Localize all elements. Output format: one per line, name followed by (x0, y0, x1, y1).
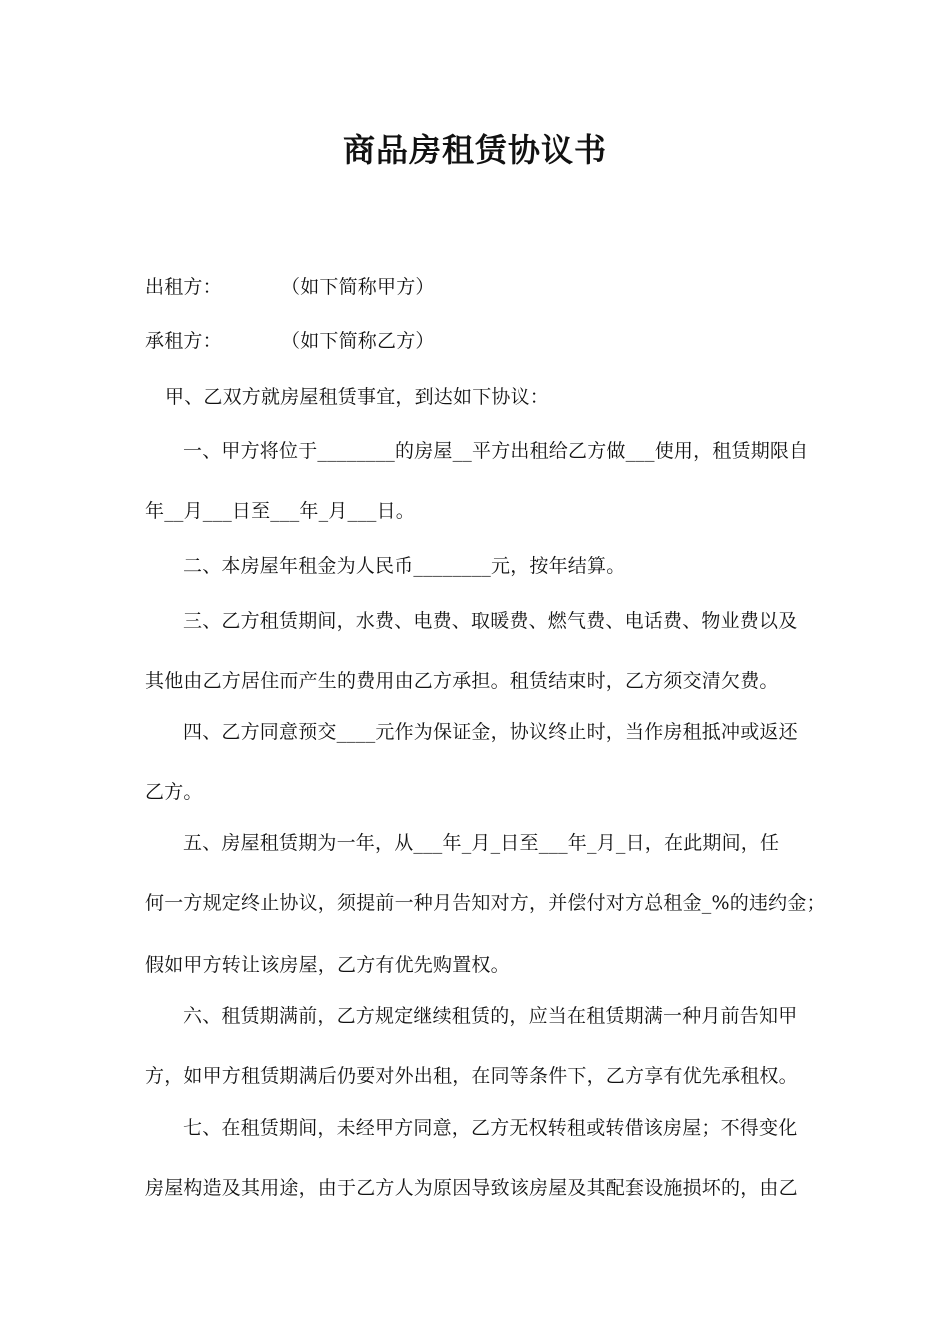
document-title: 商品房租赁协议书 (342, 131, 607, 169)
clause-5-line-2: 何一方规定终止协议，须提前一种月告知对方，并偿付对方总租金_%的违约金； (145, 892, 826, 914)
lessee-line (145, 328, 435, 354)
clause-4-line-1: 四、乙方同意预交____元作为保证金，协议终止时，当作房租抵冲或返还 (183, 721, 798, 743)
lessee-label: 承租方： (145, 330, 222, 352)
clause-1-line-2: 年__月___日至___年_月___日。 (145, 500, 416, 522)
clause-1-line-1: 一、甲方将位于________的房屋__平方出租给乙方做___使用，租赁期限自 (183, 440, 809, 462)
lessee-note: （如下简称乙方） (281, 330, 435, 352)
clause-7-line-2: 房屋构造及其用途，由于乙方人为原因导致该房屋及其配套设施损坏的，由乙 (145, 1177, 798, 1199)
lessor-note: （如下简称甲方） (281, 276, 435, 298)
clause-3-line-2: 其他由乙方居住而产生的费用由乙方承担。租赁结束时，乙方须交清欠费。 (145, 670, 779, 692)
clause-4-line-2: 乙方。 (145, 781, 203, 803)
intro-paragraph: 甲、乙双方就房屋租赁事宜，到达如下协议： (165, 386, 550, 408)
lessor-label: 出租方： (145, 276, 222, 298)
clause-6-line-2: 方，如甲方租赁期满后仍要对外出租，在同等条件下，乙方享有优先承租权。 (145, 1065, 798, 1087)
clause-6-line-1: 六、租赁期满前，乙方规定继续租赁的，应当在租赁期满一种月前告知甲 (183, 1005, 798, 1027)
clause-7-line-1: 七、在租赁期间，未经甲方同意，乙方无权转租或转借该房屋；不得变化 (183, 1117, 798, 1139)
clause-2-line-1: 二、本房屋年租金为人民币________元，按年结算。 (183, 555, 626, 577)
lessor-line (145, 274, 435, 300)
clause-3-line-1: 三、乙方租赁期间，水费、电费、取暖费、燃气费、电话费、物业费以及 (183, 610, 798, 632)
clause-5-line-3: 假如甲方转让该房屋，乙方有优先购置权。 (145, 954, 510, 976)
clause-5-line-1: 五、房屋租赁期为一年，从___年_月_日至___年_月_日，在此期间，任 (183, 832, 780, 854)
